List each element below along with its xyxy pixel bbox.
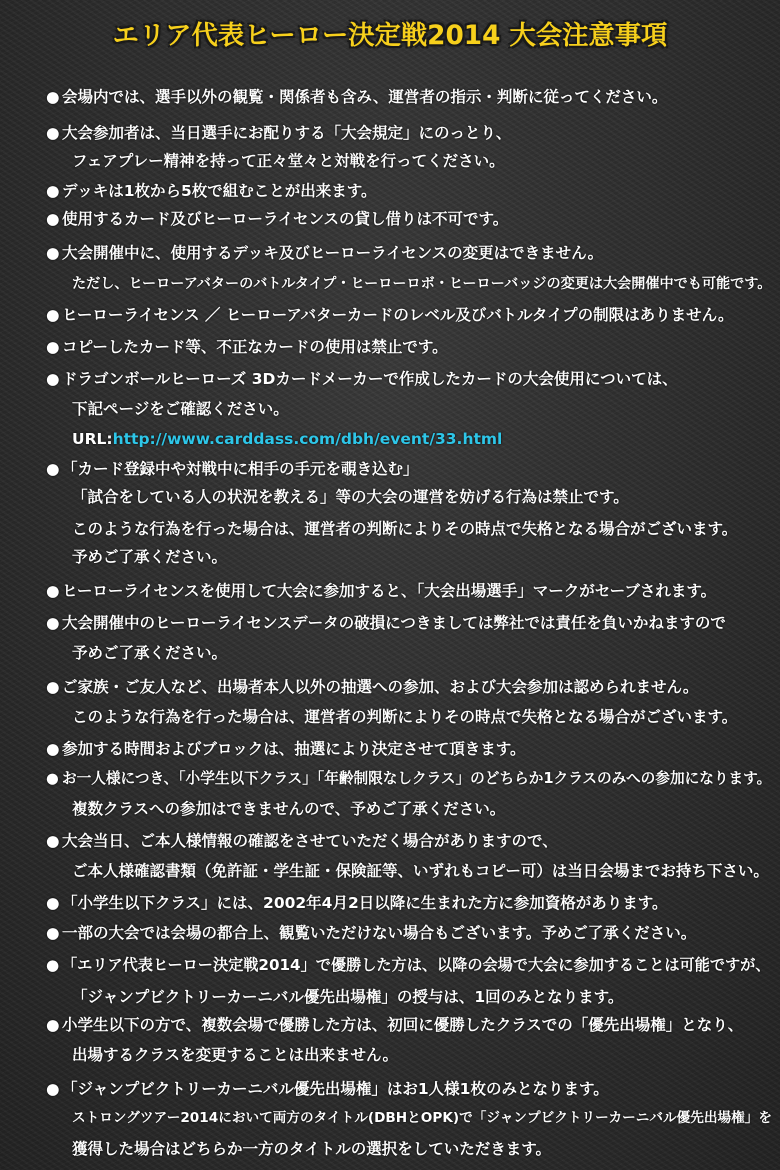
event-url-link[interactable]: http://www.carddass.com/dbh/event/33.html [112, 430, 503, 448]
notice-line [72, 1110, 772, 1127]
bullet-icon: ● [46, 182, 60, 200]
page-title: エリア代表ヒーロー決定戦2014 大会注意事項 [112, 21, 668, 51]
bullet-icon: ● [46, 370, 60, 388]
notice-line [46, 210, 509, 229]
notice-text: 参加する時間およびブロックは、抽選により決定させて頂きます。 [62, 740, 526, 758]
notice-line [72, 520, 737, 539]
bullet-icon: ● [46, 306, 60, 324]
notice-text: このような行為を行った場合は、運営者の判断によりその時点で失格となる場合がございます。 [72, 520, 738, 538]
bullet-icon: ● [46, 614, 60, 632]
notice-line [72, 1046, 398, 1065]
notice-text: ご家族・ご友人など、出場者本人以外の抽選への参加、および大会参加は認められません。 [62, 678, 699, 696]
bullet-icon: ● [46, 770, 59, 787]
notice-text: 「カード登録中や対戦中に相手の手元を覗き込む」 [62, 460, 419, 478]
notice-text: 複数クラスへの参加はできませんので、予めご了承ください。 [72, 800, 506, 818]
notice-text: 予めご了承ください。 [72, 548, 228, 566]
notice-text: 下記ページをご確認ください。 [72, 400, 289, 418]
notice-text: お一人様につき、「小学生以下クラス」「年齢制限なしクラス」のどちらか1クラスのみへの参加になります。 [62, 770, 772, 787]
notice-line [72, 1140, 551, 1159]
notice-text: ご本人様確認書類（免許証・学生証・保険証等、いずれもコピー可）は当日会場までお持ち下さい。 [72, 862, 769, 880]
notice-line [46, 582, 717, 601]
notice-line [72, 800, 505, 819]
notice-text: 獲得した場合はどちらか一方のタイトルの選択をしていただきます。 [72, 1140, 551, 1158]
notice-line [46, 740, 526, 759]
notice-text: ヒーローライセンスを使用して大会に参加すると、「大会出場選手」マークがセーブされます。 [62, 582, 717, 600]
notice-line [72, 862, 769, 881]
bullet-icon: ● [46, 740, 60, 758]
notice-line [46, 124, 512, 143]
bullet-icon: ● [46, 582, 60, 600]
notice-line [72, 430, 502, 449]
notice-text: 出場するクラスを変更することは出来ません。 [72, 1046, 398, 1064]
notice-text: 「小学生以下クラス」には、2002年4月2日以降に生まれた方に参加資格があります。 [62, 894, 668, 912]
bullet-icon: ● [46, 210, 60, 228]
notice-line [46, 338, 448, 357]
notice-line [72, 548, 227, 567]
bullet-icon: ● [46, 88, 60, 106]
notice-text: 会場内では、選手以外の観覧・関係者も含み、運営者の指示・判断に従ってください。 [62, 88, 668, 106]
notice-line [72, 988, 623, 1007]
notice-line [46, 924, 697, 943]
bullet-icon: ● [46, 924, 60, 942]
notice-line [46, 1080, 609, 1099]
notice-text: ただし、ヒーローアバターのバトルタイプ・ヒーローロボ・ヒーローバッジの変更は大会開催中でも可能です。 [72, 276, 772, 292]
notice-text: フェアプレー精神を持って正々堂々と対戦を行ってください。 [72, 152, 505, 170]
bullet-icon: ● [46, 124, 60, 142]
notice-line [46, 956, 771, 975]
notice-text: 大会開催中に、使用するデッキ及びヒーローライセンスの変更はできません。 [62, 244, 604, 262]
bullet-icon: ● [46, 832, 60, 850]
notice-line [46, 1016, 744, 1035]
notice-text: 「ジャンプビクトリーカーニバル優先出場権」の授与は、1回のみとなります。 [72, 988, 624, 1006]
notice-text: ヒーローライセンス ／ ヒーローアバターカードのレベル及びバトルタイプの制限はありません。 [62, 306, 734, 324]
notice-line [46, 244, 604, 263]
notice-line [46, 460, 419, 479]
notice-line [46, 614, 726, 633]
notice-text: 大会参加者は、当日選手にお配りする「大会規定」にのっとり、 [62, 124, 512, 142]
notice-text: 小学生以下の方で、複数会場で優勝した方は、初回に優勝したクラスでの「優先出場権」となり、 [62, 1016, 744, 1034]
notice-text: 使用するカード及びヒーローライセンスの貸し借りは不可です。 [62, 210, 509, 228]
notice-line [46, 370, 678, 389]
notice-line [46, 832, 558, 851]
bullet-icon: ● [46, 1080, 60, 1098]
notice-line [46, 894, 668, 913]
notice-line [72, 488, 629, 507]
url-label: URL: [72, 430, 113, 448]
notice-text: ストロングツアー2014において両方のタイトル(DBHとOPK)で「ジャンプビクトリーカーニバル優先出場権」を [72, 1110, 772, 1126]
bullet-icon: ● [46, 956, 60, 974]
notice-line [72, 400, 289, 419]
notice-text: 「試合をしている人の状況を教える」等の大会の運営を妨げる行為は禁止です。 [72, 488, 629, 506]
notice-line [46, 182, 377, 201]
notice-text: デッキは1枚から5枚で組むことが出来ます。 [62, 182, 377, 200]
notice-line [72, 708, 737, 727]
notice-text: ドラゴンボールヒーローズ 3Dカードメーカーで作成したカードの大会使用については、 [62, 370, 678, 388]
notice-line [72, 644, 227, 663]
notice-text: 大会当日、ご本人様情報の確認をさせていただく場合がありますので、 [62, 832, 558, 850]
bullet-icon: ● [46, 338, 60, 356]
bullet-icon: ● [46, 894, 60, 912]
notice-text: 「ジャンプビクトリーカーニバル優先出場権」はお1人様1枚のみとなります。 [62, 1080, 609, 1098]
notice-line [46, 306, 734, 325]
notice-text: このような行為を行った場合は、運営者の判断によりその時点で失格となる場合がございます。 [72, 708, 738, 726]
notice-line [46, 88, 668, 107]
notice-text: 大会開催中のヒーローライセンスデータの破損につきましては弊社では責任を負いかねますので [62, 614, 726, 632]
notice-text: 「エリア代表ヒーロー決定戦2014」で優勝した方は、以降の会場で大会に参加することは可能ですが、 [62, 956, 771, 974]
notice-line [72, 152, 505, 171]
bullet-icon: ● [46, 678, 60, 696]
notice-line [72, 276, 771, 294]
notice-text: 予めご了承ください。 [72, 644, 228, 662]
bullet-icon: ● [46, 244, 60, 262]
notice-text: コピーしたカード等、不正なカードの使用は禁止です。 [62, 338, 448, 356]
notice-line [46, 678, 699, 697]
bullet-icon: ● [46, 1016, 60, 1034]
notice-text: 一部の大会では会場の都合上、観覧いただけない場合もございます。予めご了承ください。 [62, 924, 697, 942]
bullet-icon: ● [46, 460, 60, 478]
notice-line [46, 770, 772, 788]
